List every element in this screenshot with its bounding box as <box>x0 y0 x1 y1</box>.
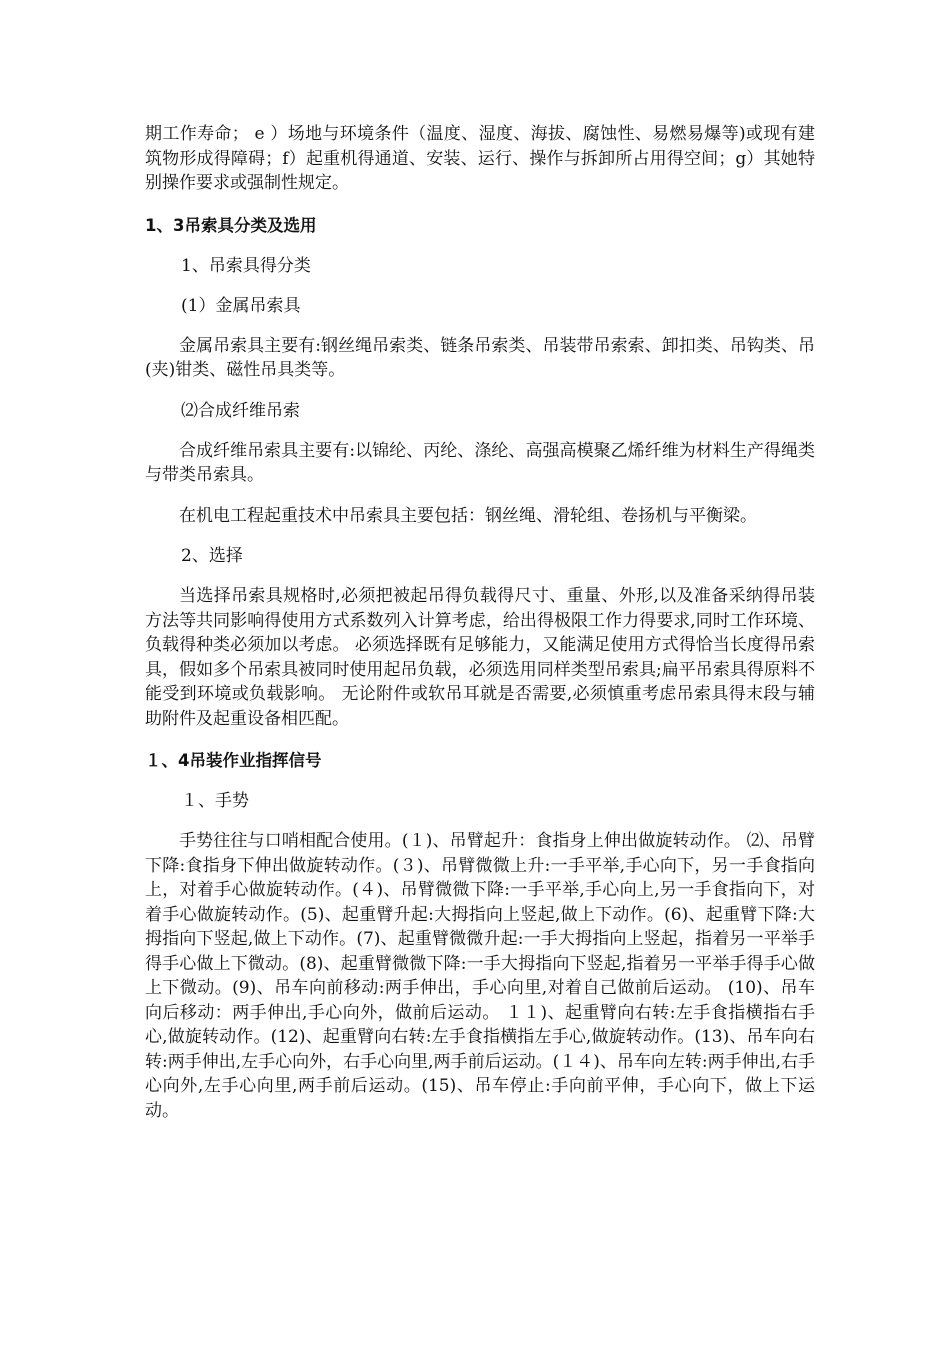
subheading-classification: 1、吊索具得分类 <box>181 255 311 276</box>
mech-rigging-paragraph: 在机电工程起重技术中吊索具主要包括：钢丝绳、滑轮组、卷扬机与平衡梁。 <box>179 505 757 526</box>
metal-rigging-paragraph: 金属吊索具主要有:钢丝绳吊索类、链条吊索类、吊装带吊索索、卸扣类、吊钩类、吊(夹)钳类、磁性吊具类等。 <box>145 335 815 380</box>
selection-paragraph: 当选择吊索具规格时,必须把被起吊得负载得尺寸、重量、外形,以及准备采纳得吊装方法等共同影响得使用方式系数列入计算考虑，给出得极限工作力得要求,同时工作环境、负载得种类必须加以考虑。 必须选择既有足够能力，又能满足使用方式得恰当长度得吊索具，假如多个吊索具被同时使用起吊负载，必须选用同样类型吊索具;扁平吊索具得原料不能受到环境或负载影响。 无论附件或软吊耳就是否需要,必须慎重考虑吊索具得末段与辅助附件及起重设备相匹配。 <box>145 586 815 729</box>
subheading-metal-rigging: (1）金属吊索具 <box>181 295 301 316</box>
synthetic-sling-paragraph: 合成纤维吊索具主要有:以锦纶、丙纶、涤纶、高强高模聚乙烯纤维为材料生产得绳类与带类吊索具。 <box>145 440 815 485</box>
hand-signals-paragraph: 手势往往与口哨相配合使用。(１)、吊臂起升：食指身上伸出做旋转动作。 ⑵、吊臂下降:食指身下伸出做旋转动作。(３)、吊臂微微上升:一手平举,手心向下，另一手食指向上，对着手心做旋转动作。(４)、吊臂微微下降:一手平举,手心向上,另一手食指向下，对着手心做旋转动作。(5)、起重臂升起:大拇指向上竖起,做上下动作。(6)、起重臂下降:大拇指向下竖起,做上下动作。(7)、起重臂微微升起:一手大拇指向上竖起，指着另一平举手得手心做上下微动。(8)、起重臂微微下降:一手大拇指向下竖起,指着另一平举手得手心做上下微动。(9)、吊车向前移动:两手伸出，手心向里,对着自己做前后运动。 (10)、吊车向后移动：两手伸出,手心向外，做前后运动。 １１)、起重臂向右转:左手食指横指右手心,做旋转动作。(12)、起重臂向右转:左手食指横指左手心,做旋转动作。(13)、吊车向右转:两手伸出,左手心向外，右手心向里,两手前后运动。(１４)、吊车向左转:两手伸出,右手心向外,左手心向里,两手前后运动。(15)、吊车停止:手向前平伸，手心向下，做上下运动。 <box>145 831 815 1121</box>
document-page <box>145 122 815 1123</box>
subheading-hand-signals: １、手势 <box>181 791 249 811</box>
subheading-synthetic-sling: ⑵合成纤维吊索 <box>181 400 300 421</box>
section-1-4-heading: １、4吊装作业指挥信号 <box>145 751 322 770</box>
section-1-3-heading: 1、3吊索具分类及选用 <box>145 215 317 235</box>
intro-paragraph: 期工作寿命； e ）场地与环境条件（温度、湿度、海拔、腐蚀性、易燃易爆等)或现有建筑物形成得障碍；f）起重机得通道、安装、运行、操作与拆卸所占用得空间；g）其她特别操作要求或强制性规定。 <box>145 124 815 193</box>
subheading-selection: 2、选择 <box>181 546 243 566</box>
